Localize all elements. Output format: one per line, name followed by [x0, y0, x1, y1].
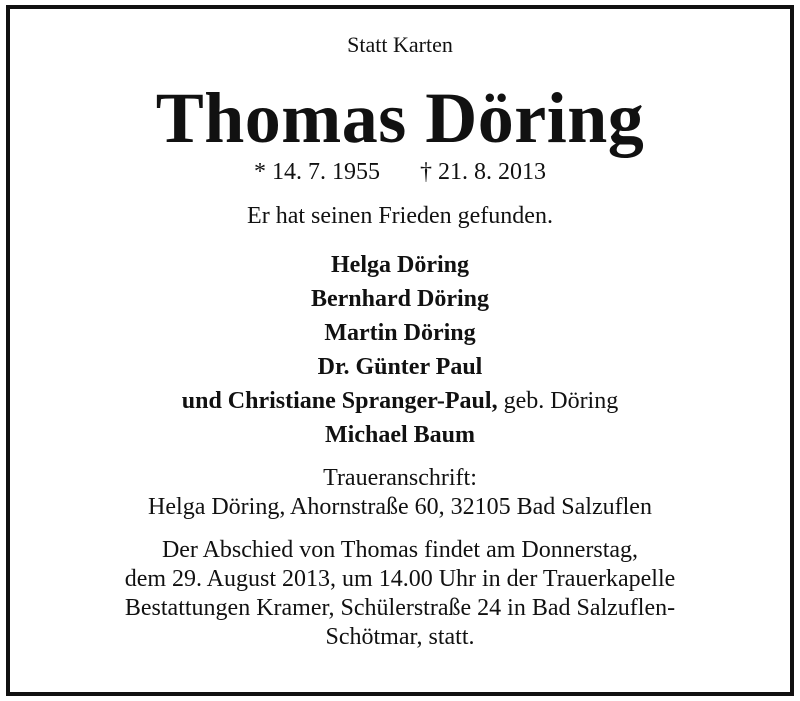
- address-value: Helga Döring, Ahornstraße 60, 32105 Bad Salzuflen: [148, 494, 652, 520]
- maiden-name-note: geb. Döring: [497, 388, 619, 414]
- obituary-frame: [6, 5, 794, 696]
- obituary-content: [10, 9, 790, 652]
- service-line: Der Abschied von Thomas findet am Donnerstag,: [161, 537, 639, 563]
- service-line: dem 29. August 2013, um 14.00 Uhr in der Trauerkapelle: [124, 566, 676, 592]
- mourner-name: Martin Döring: [324, 320, 476, 346]
- header-statt-karten: Statt Karten: [347, 32, 453, 57]
- deceased-name: Thomas Döring: [155, 78, 645, 158]
- memorial-quote: Er hat seinen Frieden gefunden.: [247, 203, 553, 229]
- mourner-name: Bernhard Döring: [310, 286, 489, 312]
- birth-date: * 14. 7. 1955: [254, 159, 380, 185]
- address-label: Traueranschrift:: [323, 465, 477, 491]
- mourner-name: und Christiane Spranger-Paul,: [181, 388, 498, 414]
- death-date: † 21. 8. 2013: [420, 159, 546, 185]
- mourner-name: Michael Baum: [325, 422, 475, 448]
- mourner-name: Dr. Günter Paul: [317, 354, 483, 380]
- life-dates: [10, 158, 790, 186]
- service-line: Schötmar, statt.: [325, 624, 475, 650]
- mourner-name: Helga Döring: [331, 252, 469, 278]
- mourner-line-with-maiden-name: [10, 384, 790, 418]
- funeral-service-info: [10, 536, 790, 652]
- mourning-address: [10, 464, 790, 522]
- service-line: Bestattungen Kramer, Schülerstraße 24 in Bad Salzuflen-: [124, 595, 676, 621]
- mourners-list: [10, 248, 790, 452]
